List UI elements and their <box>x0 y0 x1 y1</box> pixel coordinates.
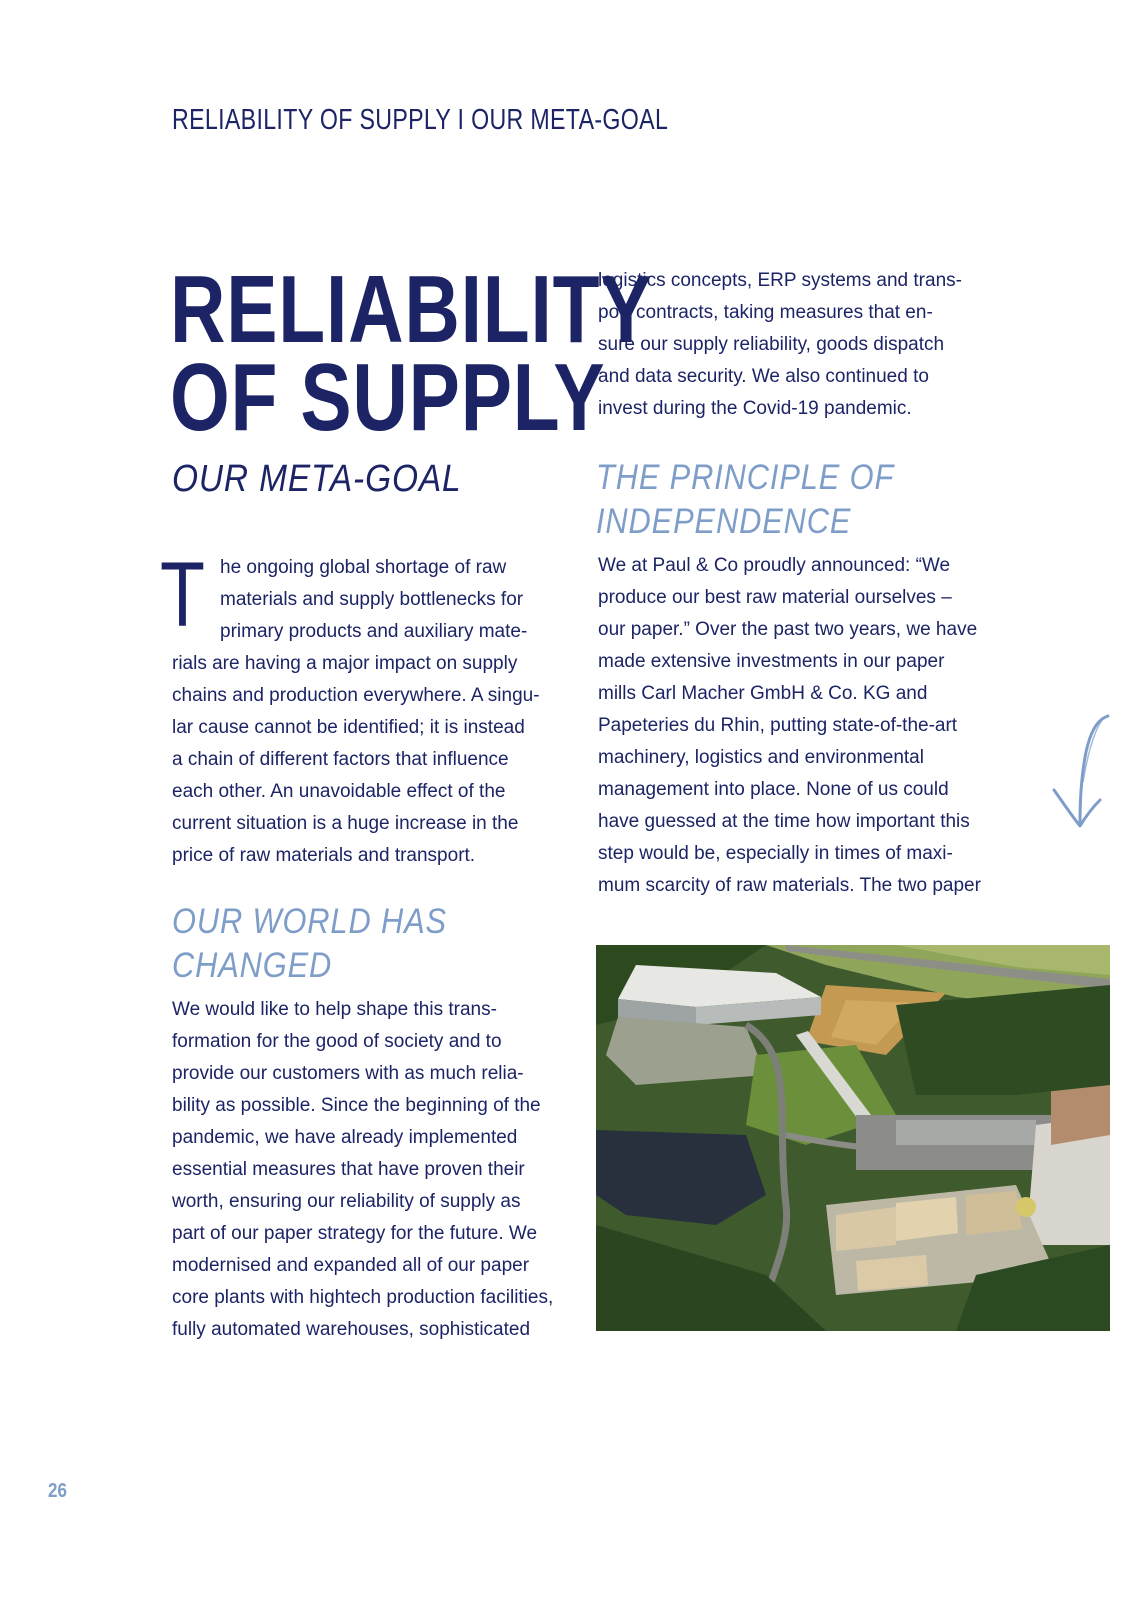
running-header: RELIABILITY OF SUPPLY I OUR META-GOAL <box>172 104 669 136</box>
principle-line: our paper.” Over the past two years, we have <box>598 619 978 640</box>
world-paragraph <box>172 994 553 1346</box>
continuation-line: and data security. We also continued to <box>598 366 929 387</box>
page-subtitle: OUR META-GOAL <box>172 458 462 500</box>
intro-line: primary products and auxiliary mate- <box>220 621 528 642</box>
intro-line: he ongoing global shortage of raw <box>220 557 507 578</box>
page-title-line-2: OF SUPPLY <box>170 344 606 451</box>
intro-line: lar cause cannot be identified; it is instead <box>172 717 525 738</box>
world-line: fully automated warehouses, sophisticated <box>172 1319 531 1340</box>
page-number: 26 <box>48 1480 67 1502</box>
principle-line: We at Paul & Co proudly announced: “We <box>598 555 951 576</box>
principle-line: produce our best raw material ourselves – <box>598 587 952 608</box>
principle-line: made extensive investments in our paper <box>598 651 945 672</box>
world-line: formation for the good of society and to <box>172 1031 502 1052</box>
world-line: core plants with hightech production facilities, <box>172 1287 554 1308</box>
principle-line: mum scarcity of raw materials. The two paper <box>598 875 981 896</box>
page-title <box>170 256 653 451</box>
world-line: part of our paper strategy for the future. We <box>172 1223 538 1244</box>
aerial-photo-illustration <box>596 945 1110 1331</box>
principle-paragraph <box>598 550 981 902</box>
world-line: provide our customers with as much relia- <box>172 1063 524 1084</box>
section-heading-line: CHANGED <box>172 946 333 985</box>
intro-line: rials are having a major impact on supply <box>172 653 518 674</box>
principle-line: have guessed at the time how important this <box>598 811 970 832</box>
continuation-line: port contracts, taking measures that en- <box>598 302 933 323</box>
world-line: pandemic, we have already implemented <box>172 1127 518 1148</box>
principle-line: step would be, especially in times of maxi- <box>598 843 953 864</box>
intro-paragraph <box>160 544 572 872</box>
intro-line: each other. An unavoidable effect of the <box>172 781 506 802</box>
principle-line: machinery, logistics and environmental <box>598 747 924 768</box>
intro-line: chains and production everywhere. A singu- <box>172 685 540 706</box>
hand-drawn-arrow-icon <box>1050 712 1112 834</box>
world-line: bility as possible. Since the beginning of the <box>172 1095 541 1116</box>
section-heading-line: OUR WORLD HAS <box>172 902 447 941</box>
section-heading-line: INDEPENDENCE <box>596 502 852 541</box>
section-heading-world <box>172 900 447 988</box>
page-title-line-1: RELIABILITY <box>170 256 653 363</box>
world-line: worth, ensuring our reliability of supply as <box>172 1191 521 1212</box>
principle-line: management into place. None of us could <box>598 779 949 800</box>
section-heading-line: THE PRINCIPLE OF <box>596 458 895 497</box>
principle-line: Papeteries du Rhin, putting state-of-the-art <box>598 715 958 736</box>
world-line: essential measures that have proven their <box>172 1159 525 1180</box>
principle-line: mills Carl Macher GmbH & Co. KG and <box>598 683 928 704</box>
continuation-paragraph <box>598 265 962 425</box>
aerial-paper-mill-photo <box>596 945 1110 1331</box>
continuation-line: sure our supply reliability, goods dispatch <box>598 334 945 355</box>
intro-line: current situation is a huge increase in the <box>172 813 519 834</box>
section-heading-principle <box>596 456 894 544</box>
continuation-line: logistics concepts, ERP systems and trans- <box>598 270 962 291</box>
intro-line: a chain of different factors that influence <box>172 749 509 770</box>
world-line: We would like to help shape this trans- <box>172 999 497 1020</box>
intro-line: materials and supply bottlenecks for <box>220 589 524 610</box>
world-line: modernised and expanded all of our paper <box>172 1255 530 1276</box>
drop-cap: T <box>160 544 205 646</box>
intro-line: price of raw materials and transport. <box>172 845 476 866</box>
continuation-line: invest during the Covid-19 pandemic. <box>598 398 912 419</box>
